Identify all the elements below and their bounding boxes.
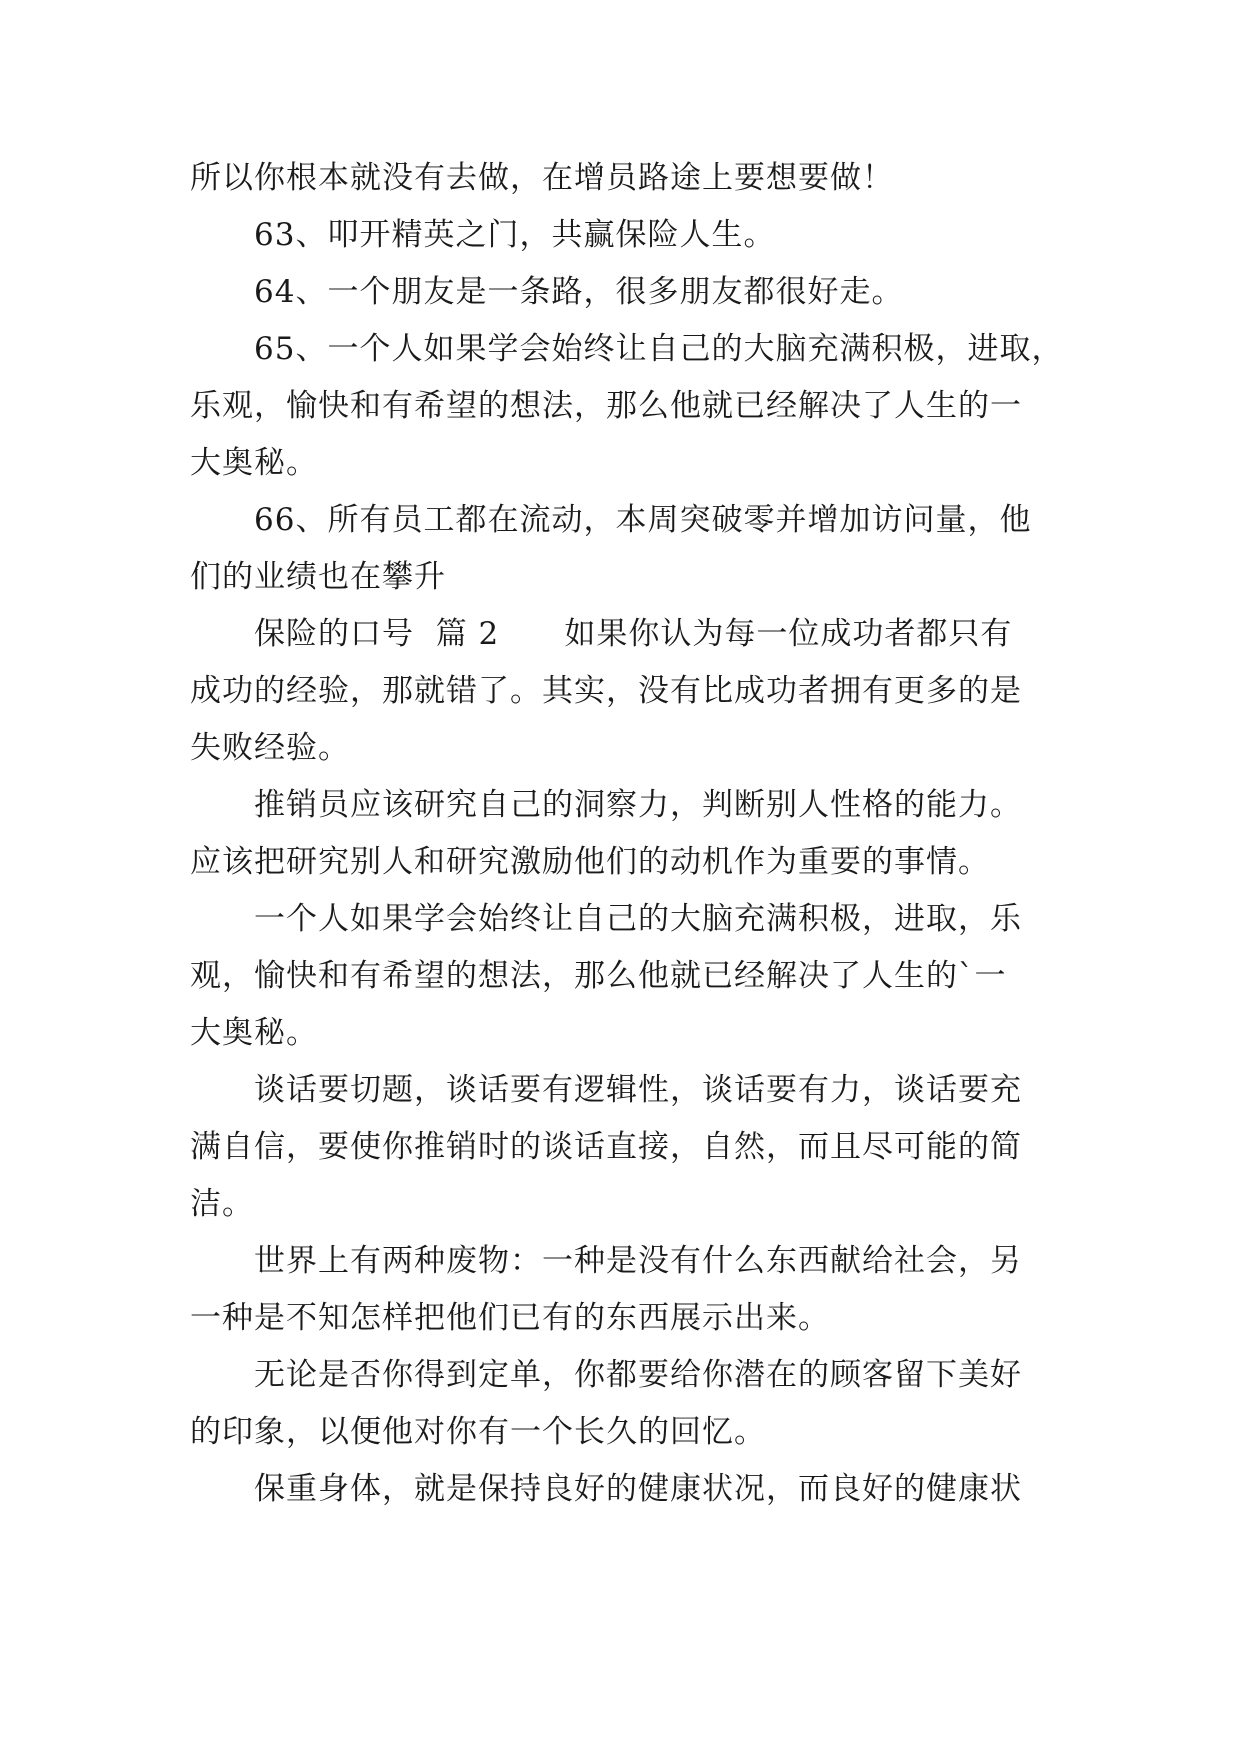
- text-line: 所以你根本就没有去做，在增员路途上要想要做！: [190, 160, 894, 196]
- text-line: 满自信，要使你推销时的谈话直接，自然，而且尽可能的简: [190, 1129, 1022, 1165]
- text-line: 66、所有员工都在流动，本周突破零并增加访问量，他: [254, 502, 1032, 538]
- text-line: 洁。: [190, 1186, 254, 1222]
- text-line: 成功的经验，那就错了。其实，没有比成功者拥有更多的是: [190, 673, 1022, 709]
- text-line: 一个人如果学会始终让自己的大脑充满积极，进取，乐: [254, 901, 1022, 937]
- text-line: 谈话要切题，谈话要有逻辑性，谈话要有力，谈话要充: [254, 1072, 1022, 1108]
- text-line: 应该把研究别人和研究激励他们的动机作为重要的事情。: [190, 844, 990, 880]
- text-line: 的印象，以便他对你有一个长久的回忆。: [190, 1414, 766, 1450]
- text-line: 乐观，愉快和有希望的想法，那么他就已经解决了人生的一: [190, 388, 1022, 424]
- text-line: 一种是不知怎样把他们已有的东西展示出来。: [190, 1300, 830, 1336]
- text-line: 大奥秘。: [190, 445, 318, 481]
- text-line: 大奥秘。: [190, 1015, 318, 1051]
- text-line: 观，愉快和有希望的想法，那么他就已经解决了人生的`一: [190, 958, 1007, 994]
- text-line: 们的业绩也在攀升: [190, 559, 446, 595]
- text-line: 保重身体，就是保持良好的健康状况，而良好的健康状: [254, 1471, 1022, 1507]
- text-line: 推销员应该研究自己的洞察力，判断别人性格的能力。: [254, 787, 1022, 823]
- text-line: 63、叩开精英之门，共赢保险人生。: [254, 217, 776, 253]
- section-heading-line: 保险的口号 篇 2 如果你认为每一位成功者都只有: [254, 616, 1013, 652]
- text-line: 无论是否你得到定单，你都要给你潜在的顾客留下美好: [254, 1357, 1022, 1393]
- text-line: 64、一个朋友是一条路，很多朋友都很好走。: [254, 274, 904, 310]
- text-line: 失败经验。: [190, 730, 350, 766]
- text-line: 65、一个人如果学会始终让自己的大脑充满积极，进取，: [254, 331, 1064, 367]
- text-line: 世界上有两种废物：一种是没有什么东西献给社会，另: [254, 1243, 1022, 1279]
